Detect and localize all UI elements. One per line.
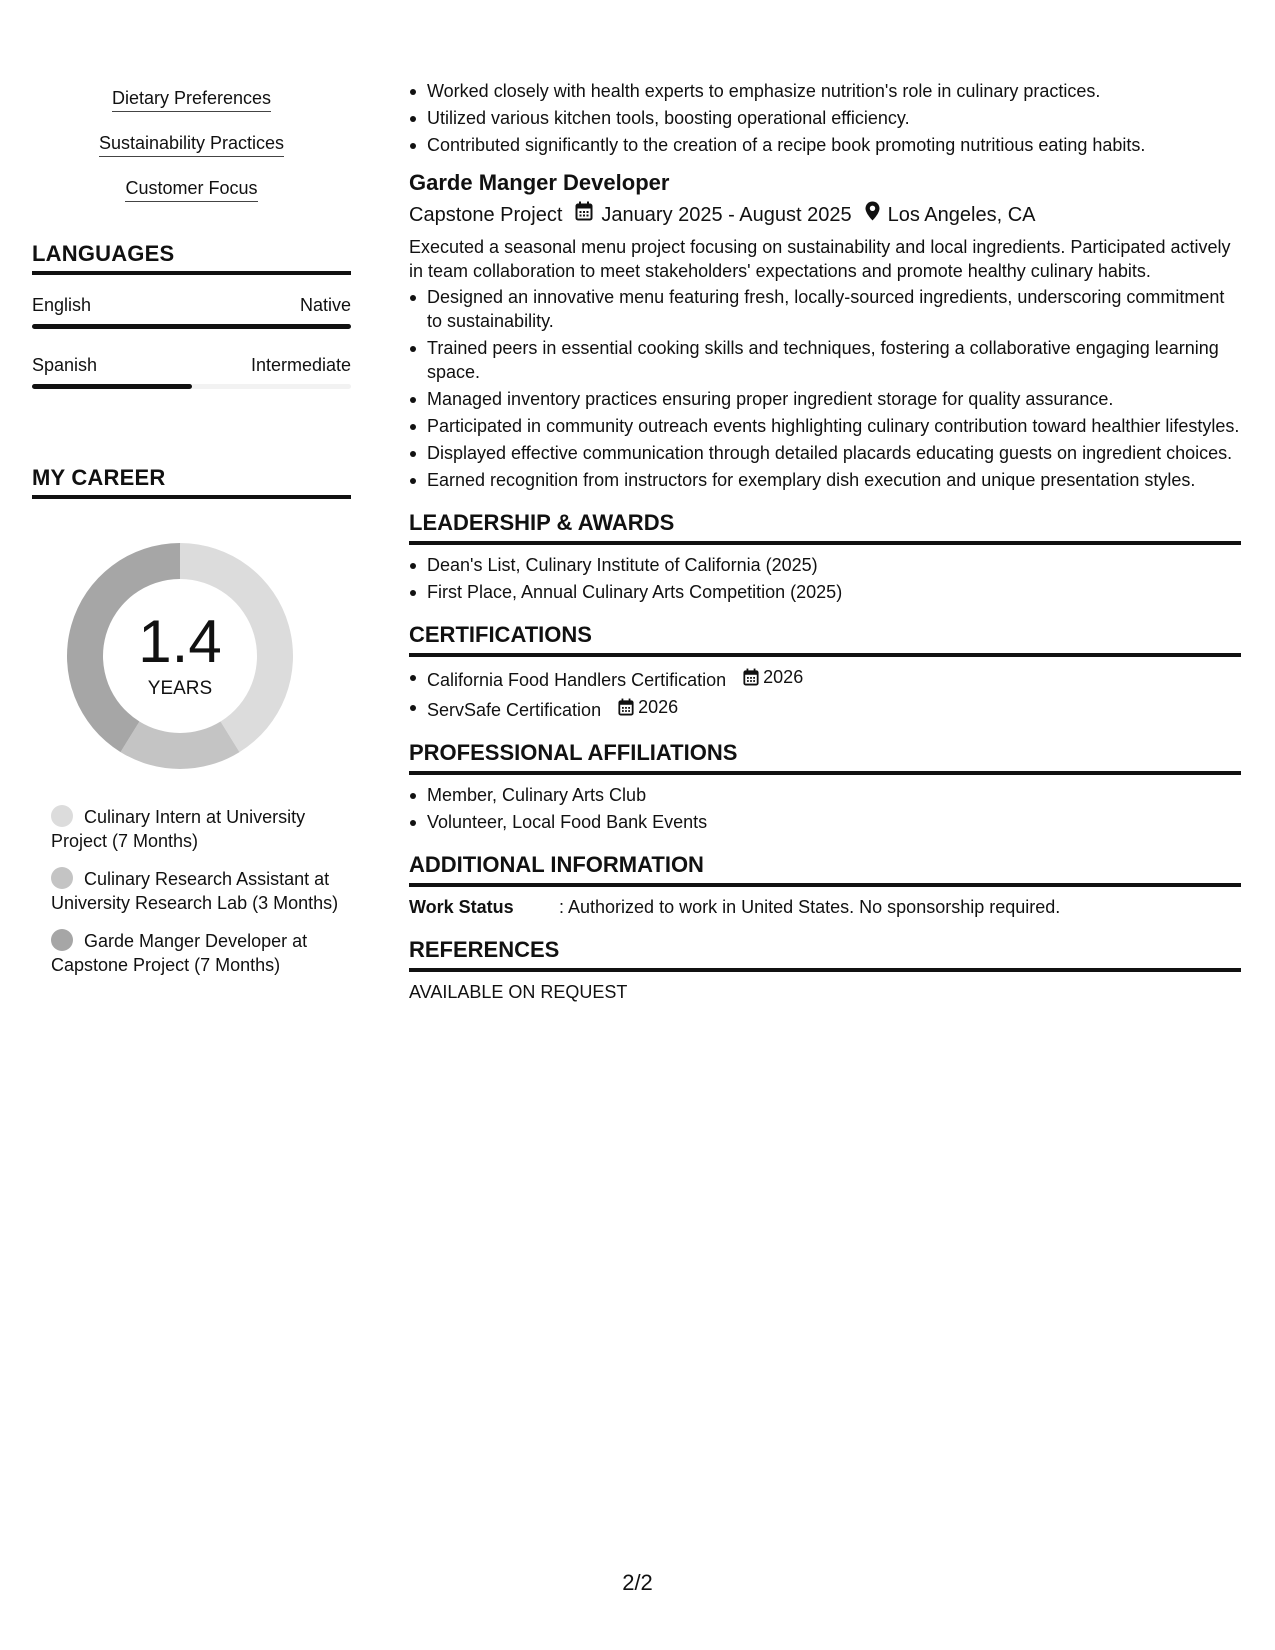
right-column — [409, 79, 1241, 1004]
page-number: 2/2 — [622, 1570, 653, 1595]
references-heading: REFERENCES — [409, 936, 1241, 972]
career-legend-item — [51, 867, 351, 915]
job-location: Los Angeles, CA — [887, 204, 1036, 226]
skill-tag: Dietary Preferences — [112, 86, 271, 112]
job-dates: January 2025 - August 2025 — [601, 204, 852, 226]
skill-tag: Customer Focus — [125, 176, 257, 202]
calendar-icon — [743, 668, 759, 686]
work-status-value: : Authorized to work in United States. No sponsorship required. — [559, 897, 1061, 917]
legend-dot — [51, 805, 73, 827]
list-item: Contributed significantly to the creation of a recipe book promoting nutritious eating habits. — [409, 133, 1241, 157]
references-text: AVAILABLE ON REQUEST — [409, 982, 628, 1002]
job-title: Garde Manger Developer — [409, 170, 670, 195]
list-item: Dean's List, Culinary Institute of California (2025) — [409, 553, 1241, 577]
language-bar — [32, 324, 351, 329]
language-level: Intermediate — [250, 355, 351, 375]
references-section — [409, 936, 1241, 1004]
certifications-heading: CERTIFICATIONS — [409, 621, 1241, 657]
skills-list — [32, 86, 351, 221]
language-item — [32, 355, 351, 389]
list-item: Designed an innovative menu featuring fresh, locally-sourced ingredients, underscoring commitment to sustainability. — [409, 285, 1241, 333]
career-donut-chart — [65, 541, 295, 771]
language-bar-fill — [32, 384, 192, 389]
list-item: Displayed effective communication through detailed placards educating guests on ingredient choices. — [409, 441, 1241, 465]
list-item: Trained peers in essential cooking skills and techniques, fostering a collaborative engaging learning space. — [409, 336, 1241, 384]
legend-dot — [51, 929, 73, 951]
career-legend-label: Culinary Intern at University Project (7 Months) — [51, 807, 306, 851]
list-item: Volunteer, Local Food Bank Events — [409, 810, 1241, 834]
list-item: First Place, Annual Culinary Arts Competition (2025) — [409, 580, 1241, 604]
list-item: Worked closely with health experts to emphasize nutrition's role in culinary practices. — [409, 79, 1241, 103]
certifications-section — [409, 621, 1241, 722]
job-entry — [409, 168, 1241, 492]
calendar-icon — [575, 201, 593, 229]
certification-name: ServSafe Certification — [427, 700, 602, 720]
languages-heading: LANGUAGES — [32, 241, 351, 275]
language-name: Spanish — [32, 355, 98, 375]
career-section — [32, 465, 351, 977]
leadership-section — [409, 509, 1241, 604]
leadership-heading: LEADERSHIP & AWARDS — [409, 509, 1241, 545]
career-legend-label: Culinary Research Assistant at University Research Lab (3 Months) — [51, 869, 339, 913]
languages-section — [32, 241, 351, 389]
language-item — [32, 295, 351, 329]
career-total: 1.4 — [138, 608, 222, 675]
career-heading: MY CAREER — [32, 465, 351, 499]
work-status-row — [409, 895, 1241, 919]
list-item: Earned recognition from instructors for exemplary dish execution and unique presentation styles. — [409, 468, 1241, 492]
list-item: Managed inventory practices ensuring proper ingredient storage for quality assurance. — [409, 387, 1241, 411]
language-bar-fill — [32, 324, 351, 329]
job-bullets — [409, 285, 1241, 492]
language-name: English — [32, 295, 92, 315]
career-legend-label: Garde Manger Developer at Capstone Project (7 Months) — [51, 931, 308, 975]
affiliations-section — [409, 739, 1241, 834]
list-item: Participated in community outreach events highlighting culinary contribution toward healthier lifestyles. — [409, 414, 1241, 438]
location-pin-icon — [865, 201, 880, 229]
list-item: Utilized various kitchen tools, boosting operational efficiency. — [409, 106, 1241, 130]
calendar-icon — [618, 698, 634, 716]
career-unit: YEARS — [147, 678, 213, 699]
skill-tag: Sustainability Practices — [99, 131, 284, 157]
work-status-label: Work Status — [409, 897, 514, 917]
affiliations-heading: PROFESSIONAL AFFILIATIONS — [409, 739, 1241, 775]
certification-name: California Food Handlers Certification — [427, 670, 727, 690]
job-description: Executed a seasonal menu project focusing on sustainability and local ingredients. Participated actively in team collaboration to meet stakeholders' expectations and promote healthy culinary habits. — [409, 237, 1231, 281]
job-company: Capstone Project — [409, 204, 563, 226]
left-column — [32, 86, 351, 991]
prev-job-bullets — [409, 79, 1241, 157]
legend-dot — [51, 867, 73, 889]
certification-year: 2026 — [638, 697, 679, 717]
certification-year: 2026 — [763, 667, 804, 687]
list-item: Member, Culinary Arts Club — [409, 783, 1241, 807]
job-meta — [409, 201, 1241, 229]
career-legend-item — [51, 805, 351, 853]
additional-info-heading: ADDITIONAL INFORMATION — [409, 851, 1241, 887]
list-item — [409, 695, 1241, 722]
career-legend-item — [51, 929, 351, 977]
language-bar — [32, 384, 351, 389]
additional-info-section — [409, 851, 1241, 919]
list-item — [409, 665, 1241, 692]
career-legend — [32, 805, 351, 977]
language-level: Native — [299, 295, 351, 315]
